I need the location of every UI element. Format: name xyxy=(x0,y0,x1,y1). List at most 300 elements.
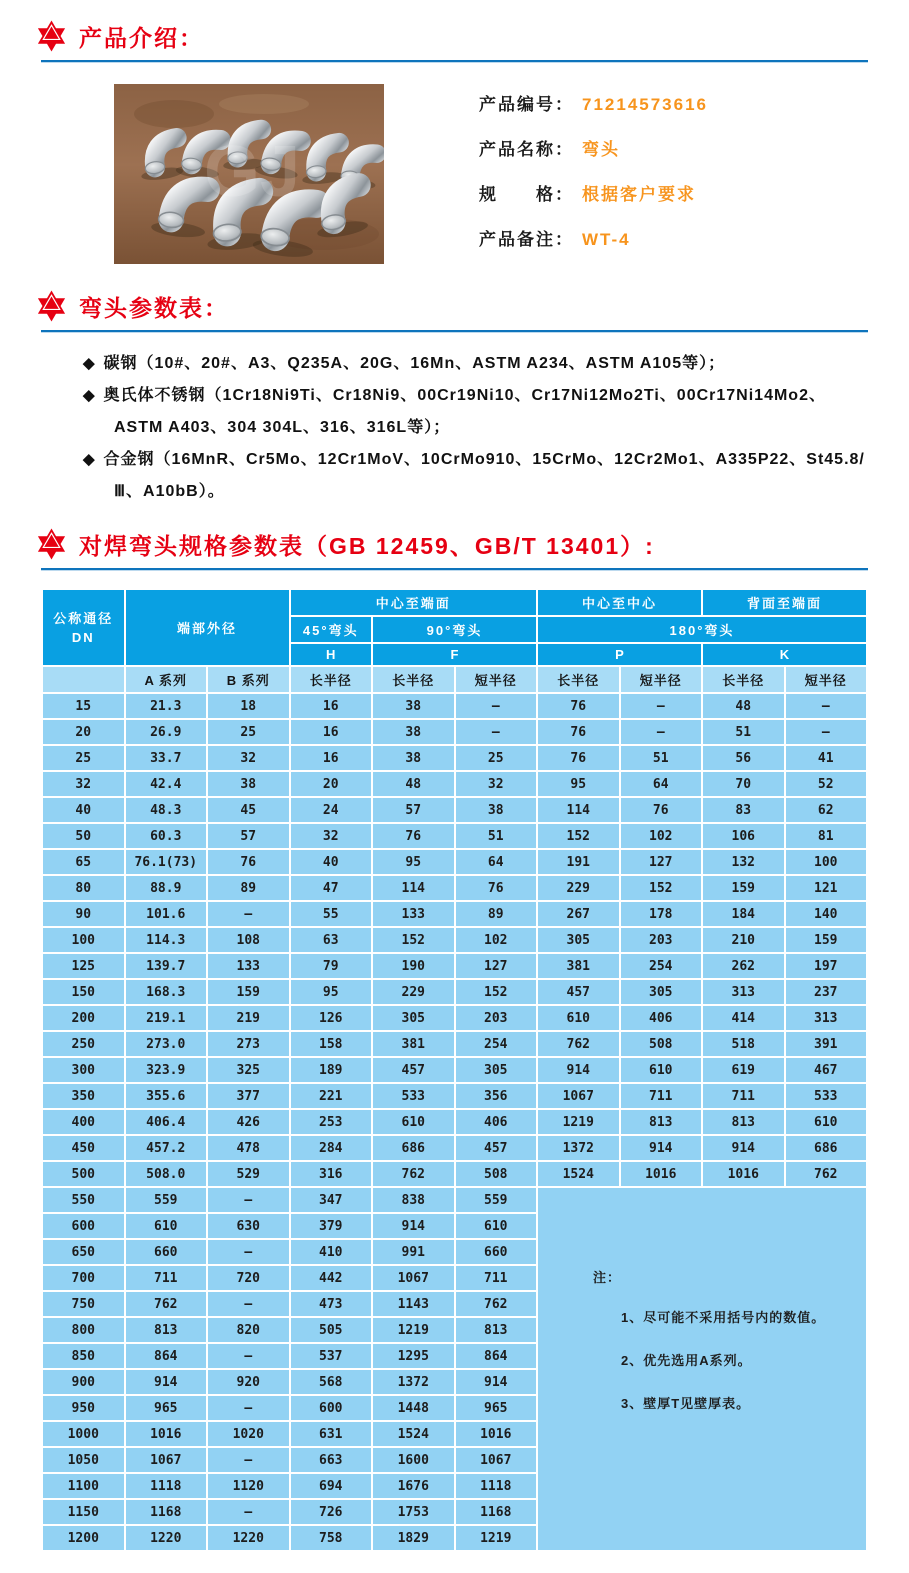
table-cell: 203 xyxy=(455,1005,538,1031)
table-cell: 550 xyxy=(42,1187,125,1213)
table-cell: 190 xyxy=(372,953,455,979)
col-header-dn xyxy=(42,589,125,666)
table-cell: 102 xyxy=(620,823,703,849)
table-cell: 850 xyxy=(42,1343,125,1369)
table-cell: 1448 xyxy=(372,1395,455,1421)
table-cell: 820 xyxy=(207,1317,290,1343)
table-cell: 325 xyxy=(207,1057,290,1083)
table-cell: 1016 xyxy=(702,1161,785,1187)
table-cell: 76.1(73) xyxy=(125,849,208,875)
table-cell: 106 xyxy=(702,823,785,849)
table-cell: 355.6 xyxy=(125,1083,208,1109)
table-cell: 381 xyxy=(537,953,620,979)
table-cell: 914 xyxy=(702,1135,785,1161)
table-cell: 1295 xyxy=(372,1343,455,1369)
table-cell: 1067 xyxy=(372,1265,455,1291)
table-cell: 21.3 xyxy=(125,693,208,719)
table-cell: 813 xyxy=(125,1317,208,1343)
table-row xyxy=(42,1031,867,1057)
table-cell: 1168 xyxy=(125,1499,208,1525)
table-cell: 168.3 xyxy=(125,979,208,1005)
table-cell: 76 xyxy=(537,745,620,771)
table-cell: 478 xyxy=(207,1135,290,1161)
table-row xyxy=(42,693,867,719)
table-cell: 1753 xyxy=(372,1499,455,1525)
table-cell: 55 xyxy=(290,901,373,927)
table-cell: — xyxy=(207,1447,290,1473)
table-row xyxy=(42,719,867,745)
table-cell: 1016 xyxy=(455,1421,538,1447)
table-cell: 18 xyxy=(207,693,290,719)
material-item xyxy=(62,380,868,444)
table-row xyxy=(42,953,867,979)
table-cell: 191 xyxy=(537,849,620,875)
star-icon xyxy=(35,289,68,323)
table-row xyxy=(42,875,867,901)
table-cell: 139.7 xyxy=(125,953,208,979)
table-cell: 406 xyxy=(455,1109,538,1135)
table-cell: 253 xyxy=(290,1109,373,1135)
table-cell: 406.4 xyxy=(125,1109,208,1135)
table-cell: 631 xyxy=(290,1421,373,1447)
table-cell: 56 xyxy=(702,745,785,771)
table-cell: 410 xyxy=(290,1239,373,1265)
table-cell: 100 xyxy=(785,849,868,875)
table-row xyxy=(42,1109,867,1135)
table-cell: 800 xyxy=(42,1317,125,1343)
table-cell: 426 xyxy=(207,1109,290,1135)
table-cell: 1050 xyxy=(42,1447,125,1473)
table-cell: 25 xyxy=(207,719,290,745)
note-item: 1、尽可能不采用括号内的数值。 xyxy=(621,1310,826,1325)
diamond-bullet-icon: ◆ xyxy=(83,355,96,372)
table-cell: 323.9 xyxy=(125,1057,208,1083)
table-cell: 1118 xyxy=(125,1473,208,1499)
table-cell: 1118 xyxy=(455,1473,538,1499)
table-cell: 610 xyxy=(455,1213,538,1239)
table-cell: 726 xyxy=(290,1499,373,1525)
table-cell: 64 xyxy=(620,771,703,797)
col-header-end-od: 端部外径 xyxy=(125,589,290,666)
table-cell: 16 xyxy=(290,745,373,771)
table-row xyxy=(42,1187,867,1213)
note-item: 2、优先选用A系列。 xyxy=(621,1353,752,1368)
table-cell: 38 xyxy=(372,719,455,745)
table-row xyxy=(42,1057,867,1083)
table-cell: 159 xyxy=(785,927,868,953)
table-cell: 305 xyxy=(455,1057,538,1083)
table-cell: 965 xyxy=(125,1395,208,1421)
table-cell: 63 xyxy=(290,927,373,953)
table-cell: 100 xyxy=(42,927,125,953)
table-cell: 254 xyxy=(620,953,703,979)
table-cell: 711 xyxy=(455,1265,538,1291)
col-header-back-to-end: 背面至端面 xyxy=(702,589,867,616)
table-cell: 518 xyxy=(702,1031,785,1057)
series-subheader-cell: 长半径 xyxy=(702,666,785,693)
section-spec-title: 对焊弯头规格参数表（GB 12459、GB/T 13401）: xyxy=(79,532,655,559)
table-cell: 610 xyxy=(620,1057,703,1083)
table-cell: 133 xyxy=(372,901,455,927)
table-cell: 762 xyxy=(537,1031,620,1057)
table-cell: 1524 xyxy=(537,1161,620,1187)
table-row xyxy=(42,1005,867,1031)
table-cell: 250 xyxy=(42,1031,125,1057)
table-cell: 76 xyxy=(620,797,703,823)
table-cell: 1524 xyxy=(372,1421,455,1447)
table-cell: 38 xyxy=(455,797,538,823)
table-cell: 126 xyxy=(290,1005,373,1031)
dn-label: 公称通径 xyxy=(53,610,114,626)
table-row xyxy=(42,927,867,953)
table-cell: 600 xyxy=(42,1213,125,1239)
table-cell: 178 xyxy=(620,901,703,927)
material-text: 合金钢（16MnR、Cr5Mo、12Cr1MoV、10CrMo910、15CrMo、12Cr2Mo1、A335P22、St45.8/Ⅲ、A10bB）。 xyxy=(103,451,865,500)
table-cell: 102 xyxy=(455,927,538,953)
table-cell: 38 xyxy=(372,745,455,771)
table-cell: 221 xyxy=(290,1083,373,1109)
table-cell: 121 xyxy=(785,875,868,901)
table-cell: 52 xyxy=(785,771,868,797)
field-value: WT-4 xyxy=(582,230,631,249)
col-header-elbow90: 90°弯头 xyxy=(372,616,537,643)
table-cell: 711 xyxy=(620,1083,703,1109)
table-cell: 79 xyxy=(290,953,373,979)
table-cell: 229 xyxy=(537,875,620,901)
material-text: 碳钢（10#、20#、A3、Q235A、20G、16Mn、ASTM A234、ASTM A105等）； xyxy=(103,355,726,372)
col-header-elbow180: 180°弯头 xyxy=(537,616,867,643)
diamond-bullet-icon: ◆ xyxy=(83,451,96,468)
table-cell: 1020 xyxy=(207,1421,290,1447)
table-cell: 991 xyxy=(372,1239,455,1265)
table-cell: 33.7 xyxy=(125,745,208,771)
table-cell: — xyxy=(207,1291,290,1317)
table-cell: 26.9 xyxy=(125,719,208,745)
table-cell: 813 xyxy=(620,1109,703,1135)
table-cell: 619 xyxy=(702,1057,785,1083)
notes-title: 注： xyxy=(593,1270,622,1285)
table-cell: 40 xyxy=(42,797,125,823)
table-cell: 914 xyxy=(125,1369,208,1395)
series-subheader-cell: B 系列 xyxy=(207,666,290,693)
table-cell: 1219 xyxy=(372,1317,455,1343)
table-cell: 1372 xyxy=(372,1369,455,1395)
table-cell: 762 xyxy=(125,1291,208,1317)
table-row xyxy=(42,901,867,927)
material-item xyxy=(62,444,868,508)
table-cell: 1829 xyxy=(372,1525,455,1551)
table-cell: 284 xyxy=(290,1135,373,1161)
table-cell: 150 xyxy=(42,979,125,1005)
table-cell: — xyxy=(207,1343,290,1369)
table-cell: 57 xyxy=(372,797,455,823)
table-cell: 750 xyxy=(42,1291,125,1317)
section-divider xyxy=(41,330,868,333)
table-cell: 42.4 xyxy=(125,771,208,797)
table-row xyxy=(42,823,867,849)
col-header-h: H xyxy=(290,643,373,666)
col-header-center-to-center: 中心至中心 xyxy=(537,589,702,616)
table-cell: 89 xyxy=(455,901,538,927)
table-cell: 610 xyxy=(785,1109,868,1135)
series-subheader-cell: 长半径 xyxy=(372,666,455,693)
col-header-f: F xyxy=(372,643,537,666)
table-cell: 467 xyxy=(785,1057,868,1083)
table-cell: 32 xyxy=(290,823,373,849)
table-cell: 457.2 xyxy=(125,1135,208,1161)
col-header-k: K xyxy=(702,643,867,666)
table-cell: 114 xyxy=(372,875,455,901)
table-cell: 127 xyxy=(620,849,703,875)
table-cell: 356 xyxy=(455,1083,538,1109)
table-cell: 15 xyxy=(42,693,125,719)
table-cell: 442 xyxy=(290,1265,373,1291)
table-cell: 700 xyxy=(42,1265,125,1291)
table-cell: 140 xyxy=(785,901,868,927)
section-params-header xyxy=(41,270,868,323)
table-cell: 694 xyxy=(290,1473,373,1499)
table-cell: 505 xyxy=(290,1317,373,1343)
product-field xyxy=(479,225,708,250)
table-cell: 1220 xyxy=(125,1525,208,1551)
series-subheader-cell: 短半径 xyxy=(455,666,538,693)
table-cell: 864 xyxy=(125,1343,208,1369)
table-cell: 663 xyxy=(290,1447,373,1473)
table-cell: 133 xyxy=(207,953,290,979)
col-header-center-to-end: 中心至端面 xyxy=(290,589,538,616)
table-cell: 1168 xyxy=(455,1499,538,1525)
series-subheader-cell xyxy=(42,666,125,693)
notes-cell xyxy=(537,1187,867,1551)
table-cell: 500 xyxy=(42,1161,125,1187)
table-cell: 159 xyxy=(207,979,290,1005)
note-item: 3、壁厚T见壁厚表。 xyxy=(621,1396,751,1411)
table-cell: 533 xyxy=(372,1083,455,1109)
table-cell: 758 xyxy=(290,1525,373,1551)
table-cell: 720 xyxy=(207,1265,290,1291)
table-cell: 686 xyxy=(785,1135,868,1161)
table-cell: 254 xyxy=(455,1031,538,1057)
table-cell: 88.9 xyxy=(125,875,208,901)
table-cell: 41 xyxy=(785,745,868,771)
table-cell: 650 xyxy=(42,1239,125,1265)
table-cell: 529 xyxy=(207,1161,290,1187)
table-cell: 1219 xyxy=(537,1109,620,1135)
table-cell: 1120 xyxy=(207,1473,290,1499)
table-cell: 630 xyxy=(207,1213,290,1239)
field-value: 71214573616 xyxy=(582,95,709,114)
table-cell: 1143 xyxy=(372,1291,455,1317)
table-cell: 50 xyxy=(42,823,125,849)
field-label: 产品编号： xyxy=(479,95,574,114)
table-cell: 108 xyxy=(207,927,290,953)
table-cell: — xyxy=(620,719,703,745)
table-cell: 347 xyxy=(290,1187,373,1213)
product-field xyxy=(479,135,708,160)
table-cell: 48.3 xyxy=(125,797,208,823)
table-cell: 45 xyxy=(207,797,290,823)
section-divider xyxy=(41,60,868,63)
product-field xyxy=(479,180,708,205)
field-label: 产品名称： xyxy=(479,140,574,159)
table-cell: 838 xyxy=(372,1187,455,1213)
table-cell: 95 xyxy=(290,979,373,1005)
series-subheader-cell: 长半径 xyxy=(290,666,373,693)
table-cell: 95 xyxy=(537,771,620,797)
table-cell: 114 xyxy=(537,797,620,823)
materials-list xyxy=(41,348,868,508)
table-cell: 80 xyxy=(42,875,125,901)
table-cell: 203 xyxy=(620,927,703,953)
table-cell: 60.3 xyxy=(125,823,208,849)
table-cell: 51 xyxy=(702,719,785,745)
table-row xyxy=(42,771,867,797)
table-cell: 914 xyxy=(537,1057,620,1083)
table-cell: 457 xyxy=(455,1135,538,1161)
table-cell: 316 xyxy=(290,1161,373,1187)
table-cell: 81 xyxy=(785,823,868,849)
table-cell: 48 xyxy=(702,693,785,719)
table-cell: 89 xyxy=(207,875,290,901)
table-cell: 152 xyxy=(372,927,455,953)
table-cell: 457 xyxy=(372,1057,455,1083)
table-cell: 90 xyxy=(42,901,125,927)
table-cell: 920 xyxy=(207,1369,290,1395)
table-cell: 533 xyxy=(785,1083,868,1109)
table-row xyxy=(42,1083,867,1109)
table-cell: 313 xyxy=(785,1005,868,1031)
table-cell: 1372 xyxy=(537,1135,620,1161)
field-label: 产品备注： xyxy=(479,230,574,249)
field-value: 弯头 xyxy=(582,140,620,159)
table-cell: 16 xyxy=(290,693,373,719)
table-cell: 391 xyxy=(785,1031,868,1057)
table-cell: 559 xyxy=(455,1187,538,1213)
table-cell: 508 xyxy=(620,1031,703,1057)
table-cell: 152 xyxy=(620,875,703,901)
dn-sublabel: DN xyxy=(71,629,95,645)
product-field xyxy=(479,90,708,115)
table-cell: 1676 xyxy=(372,1473,455,1499)
product-fields xyxy=(479,84,708,270)
table-cell: 262 xyxy=(702,953,785,979)
table-cell: 813 xyxy=(455,1317,538,1343)
table-cell: 1220 xyxy=(207,1525,290,1551)
section-intro-title: 产品介绍： xyxy=(79,24,204,51)
section-spec-header xyxy=(41,508,868,561)
table-cell: 457 xyxy=(537,979,620,1005)
series-subheader-cell: 短半径 xyxy=(620,666,703,693)
table-cell: 1067 xyxy=(455,1447,538,1473)
table-cell: — xyxy=(620,693,703,719)
table-cell: 965 xyxy=(455,1395,538,1421)
series-subheader-cell: 短半径 xyxy=(785,666,868,693)
table-cell: 377 xyxy=(207,1083,290,1109)
section-params-title: 弯头参数表： xyxy=(79,294,229,321)
table-cell: — xyxy=(207,901,290,927)
table-cell: 711 xyxy=(702,1083,785,1109)
table-cell: 508.0 xyxy=(125,1161,208,1187)
product-intro-block xyxy=(114,84,868,270)
table-cell: 32 xyxy=(207,745,290,771)
table-cell: 132 xyxy=(702,849,785,875)
table-cell: 32 xyxy=(455,771,538,797)
table-cell: 762 xyxy=(455,1291,538,1317)
table-cell: 24 xyxy=(290,797,373,823)
table-cell: 305 xyxy=(537,927,620,953)
table-cell: 25 xyxy=(455,745,538,771)
table-cell: 1016 xyxy=(125,1421,208,1447)
table-cell: 381 xyxy=(372,1031,455,1057)
table-cell: 473 xyxy=(290,1291,373,1317)
table-cell: 158 xyxy=(290,1031,373,1057)
field-value: 根据客户要求 xyxy=(582,185,696,204)
diamond-bullet-icon: ◆ xyxy=(83,387,96,404)
table-cell: 125 xyxy=(42,953,125,979)
table-cell: 40 xyxy=(290,849,373,875)
table-cell: 267 xyxy=(537,901,620,927)
table-cell: — xyxy=(207,1239,290,1265)
table-cell: 610 xyxy=(125,1213,208,1239)
material-text: 奥氏体不锈钢（1Cr18Ni9Ti、Cr18Ni9、00Cr19Ni10、Cr17Ni12Mo2Ti、00Cr17Ni14Mo2、ASTM A403、304 304L、316、316L等）； xyxy=(103,387,826,436)
table-row xyxy=(42,979,867,1005)
table-cell: 20 xyxy=(290,771,373,797)
table-cell: 900 xyxy=(42,1369,125,1395)
table-row xyxy=(42,849,867,875)
table-cell: 38 xyxy=(372,693,455,719)
table-cell: 152 xyxy=(537,823,620,849)
table-cell: 406 xyxy=(620,1005,703,1031)
table-cell: 610 xyxy=(537,1005,620,1031)
table-cell: 127 xyxy=(455,953,538,979)
table-cell: 197 xyxy=(785,953,868,979)
table-cell: — xyxy=(455,719,538,745)
col-header-elbow45: 45°弯头 xyxy=(290,616,373,643)
table-cell: 1000 xyxy=(42,1421,125,1447)
table-cell: 1219 xyxy=(455,1525,538,1551)
table-cell: 379 xyxy=(290,1213,373,1239)
table-cell: 83 xyxy=(702,797,785,823)
table-cell: 350 xyxy=(42,1083,125,1109)
table-cell: 51 xyxy=(620,745,703,771)
table-row xyxy=(42,1161,867,1187)
table-cell: 813 xyxy=(702,1109,785,1135)
table-cell: 450 xyxy=(42,1135,125,1161)
table-cell: 64 xyxy=(455,849,538,875)
section-intro-header xyxy=(41,0,868,53)
star-icon xyxy=(35,19,68,53)
table-cell: 1150 xyxy=(42,1499,125,1525)
table-cell: 660 xyxy=(125,1239,208,1265)
table-cell: 189 xyxy=(290,1057,373,1083)
table-row xyxy=(42,797,867,823)
table-cell: 273 xyxy=(207,1031,290,1057)
table-cell: 537 xyxy=(290,1343,373,1369)
table-cell: 76 xyxy=(372,823,455,849)
table-cell: 568 xyxy=(290,1369,373,1395)
material-item xyxy=(62,348,868,380)
table-row xyxy=(42,745,867,771)
table-cell: 600 xyxy=(290,1395,373,1421)
table-cell: 762 xyxy=(372,1161,455,1187)
spec-table xyxy=(41,588,868,1552)
table-cell: 76 xyxy=(207,849,290,875)
table-cell: 711 xyxy=(125,1265,208,1291)
table-cell: 210 xyxy=(702,927,785,953)
table-cell: 16 xyxy=(290,719,373,745)
table-cell: 305 xyxy=(372,1005,455,1031)
table-cell: 610 xyxy=(372,1109,455,1135)
